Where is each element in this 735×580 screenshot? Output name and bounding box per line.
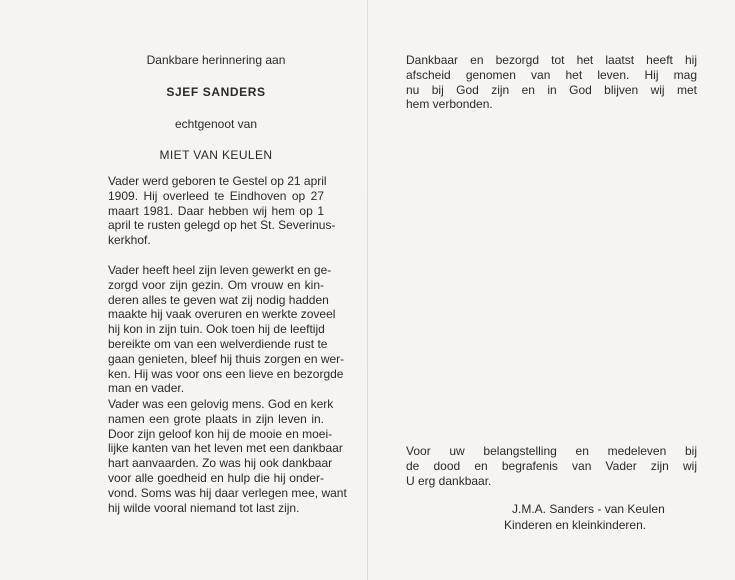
text-line: gaan genieten, bleef hij thuis zorgen en wer-: [108, 351, 345, 366]
card-fold: [367, 0, 368, 580]
text-line: hem verbonden.: [406, 97, 493, 112]
text-line: hart aanvaarden. Zo was hij ook dankbaar: [108, 456, 333, 471]
deceased-name: SJEF SANDERS: [166, 85, 266, 99]
text-line: namen een grote plaats in zijn leven in.: [108, 411, 324, 426]
paragraph-life: [108, 263, 345, 396]
signature-children: Kinderen en kleinkinderen.: [504, 518, 647, 532]
signature-family: J.M.A. Sanders - van Keulen: [512, 502, 665, 516]
text-line: hij wilde vooral niemand tot last zijn.: [108, 500, 300, 515]
text-line: man en vader.: [108, 381, 185, 396]
paragraph-farewell: [406, 53, 697, 112]
text-line: zorgd voor zijn gezin. Om vrouw en kin-: [108, 277, 324, 292]
text-line: de dood en begrafenis van Vader zijn wij: [406, 458, 697, 473]
text-line: april te rusten gelegd op het St. Severinus-: [108, 218, 336, 233]
text-line: maakte hij vaak overuren en werkte zoveel: [108, 307, 336, 322]
text-line: deren alles te geven wat zij nodig hadden: [108, 292, 329, 307]
paragraph-faith: [108, 397, 347, 515]
right-page: [406, 0, 697, 580]
text-line: Vader heeft heel zijn leven gewerkt en ge-: [108, 263, 332, 277]
paragraph-thanks: [406, 444, 697, 488]
spouse-name: MIET VAN KEULEN: [159, 148, 273, 162]
text-line: vond. Soms was hij daar verlegen mee, want: [108, 485, 347, 500]
text-line: maart 1981. Daar hebben wij hem op 1: [108, 203, 324, 218]
text-line: kerkhof.: [108, 233, 151, 248]
text-line: afscheid genomen van het leven. Hij mag: [406, 67, 697, 82]
relation-text: echtgenoot van: [174, 117, 258, 131]
text-line: lijke kanten van het leven met een dankbaar: [108, 441, 343, 456]
intro-text: Dankbare herinnering aan: [146, 53, 286, 67]
text-line: bereikte om van een welverdiende rust te: [108, 336, 328, 351]
left-page: [108, 0, 347, 580]
text-line: Door zijn geloof kon hij de mooie en moei-: [108, 426, 333, 441]
text-line: ken. Hij was voor ons een lieve en bezorgde: [108, 366, 344, 381]
text-line: Vader was een gelovig mens. God en kerk: [108, 397, 334, 411]
text-line: voor alle goedheid en hulp die hij onder-: [108, 470, 324, 485]
text-line: 1909. Hij overleed te Eindhoven op 27: [108, 188, 324, 203]
text-line: hij kon in zijn tuin. Ook toen hij de leeftijd: [108, 322, 325, 337]
text-line: nu bij God zijn en in God blijven wij met: [406, 82, 697, 97]
text-line: Voor uw belangstelling en medeleven bij: [406, 444, 697, 458]
text-line: U erg dankbaar.: [406, 473, 492, 488]
paragraph-birth-death: [108, 174, 336, 248]
text-line: Vader werd geboren te Gestel op 21 april: [108, 174, 327, 188]
text-line: Dankbaar en bezorgd tot het laatst heeft hij: [406, 53, 697, 67]
